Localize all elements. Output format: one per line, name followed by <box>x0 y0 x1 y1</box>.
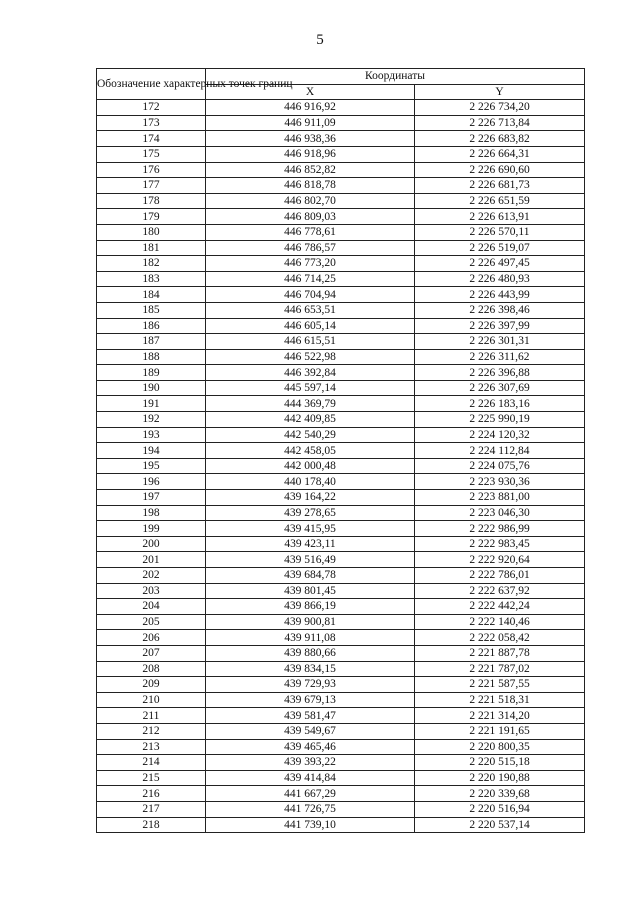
header-y: Y <box>415 84 585 100</box>
cell-y: 2 221 518,31 <box>415 692 585 708</box>
cell-point: 195 <box>97 458 206 474</box>
cell-y: 2 226 301,31 <box>415 334 585 350</box>
cell-point: 186 <box>97 318 206 334</box>
cell-y: 2 221 787,02 <box>415 661 585 677</box>
cell-y: 2 222 920,64 <box>415 552 585 568</box>
cell-point: 212 <box>97 723 206 739</box>
cell-point: 184 <box>97 287 206 303</box>
table-row <box>97 146 585 162</box>
cell-x: 446 938,36 <box>206 131 415 147</box>
table-row <box>97 271 585 287</box>
cell-point: 200 <box>97 536 206 552</box>
cell-point: 179 <box>97 209 206 225</box>
table-row <box>97 645 585 661</box>
cell-y: 2 221 887,78 <box>415 645 585 661</box>
cell-point: 203 <box>97 583 206 599</box>
cell-x: 446 653,51 <box>206 302 415 318</box>
cell-point: 206 <box>97 630 206 646</box>
cell-y: 2 220 537,14 <box>415 817 585 833</box>
cell-y: 2 222 986,99 <box>415 521 585 537</box>
cell-point: 183 <box>97 271 206 287</box>
cell-point: 216 <box>97 786 206 802</box>
cell-y: 2 220 516,94 <box>415 801 585 817</box>
cell-x: 446 818,78 <box>206 178 415 194</box>
cell-point: 191 <box>97 396 206 412</box>
cell-x: 444 369,79 <box>206 396 415 412</box>
cell-point: 178 <box>97 193 206 209</box>
table-row <box>97 287 585 303</box>
cell-point: 196 <box>97 474 206 490</box>
cell-x: 446 916,92 <box>206 100 415 116</box>
table-row <box>97 474 585 490</box>
cell-point: 201 <box>97 552 206 568</box>
cell-x: 439 801,45 <box>206 583 415 599</box>
cell-point: 213 <box>97 739 206 755</box>
cell-y: 2 226 311,62 <box>415 349 585 365</box>
cell-x: 439 900,81 <box>206 614 415 630</box>
cell-y: 2 226 651,59 <box>415 193 585 209</box>
cell-point: 197 <box>97 490 206 506</box>
cell-x: 442 458,05 <box>206 443 415 459</box>
table-row <box>97 443 585 459</box>
cell-x: 439 465,46 <box>206 739 415 755</box>
cell-point: 215 <box>97 770 206 786</box>
cell-y: 2 220 800,35 <box>415 739 585 755</box>
cell-y: 2 221 314,20 <box>415 708 585 724</box>
table-row <box>97 739 585 755</box>
cell-y: 2 226 443,99 <box>415 287 585 303</box>
table-row <box>97 115 585 131</box>
cell-x: 446 786,57 <box>206 240 415 256</box>
cell-y: 2 226 183,16 <box>415 396 585 412</box>
cell-point: 188 <box>97 349 206 365</box>
cell-x: 446 778,61 <box>206 224 415 240</box>
table-row <box>97 412 585 428</box>
cell-y: 2 223 930,36 <box>415 474 585 490</box>
cell-point: 177 <box>97 178 206 194</box>
cell-point: 172 <box>97 100 206 116</box>
cell-y: 2 224 075,76 <box>415 458 585 474</box>
cell-x: 446 802,70 <box>206 193 415 209</box>
cell-y: 2 222 637,92 <box>415 583 585 599</box>
cell-x: 446 911,09 <box>206 115 415 131</box>
cell-x: 439 278,65 <box>206 505 415 521</box>
cell-x: 439 393,22 <box>206 755 415 771</box>
table-row <box>97 801 585 817</box>
header-point-label: Обозначение характерных точек границ <box>97 69 206 100</box>
cell-y: 2 226 480,93 <box>415 271 585 287</box>
cell-y: 2 220 515,18 <box>415 755 585 771</box>
table-body <box>97 100 585 833</box>
cell-point: 174 <box>97 131 206 147</box>
cell-x: 446 522,98 <box>206 349 415 365</box>
cell-y: 2 222 983,45 <box>415 536 585 552</box>
cell-y: 2 221 587,55 <box>415 677 585 693</box>
cell-y: 2 222 442,24 <box>415 599 585 615</box>
cell-point: 202 <box>97 568 206 584</box>
table-row <box>97 131 585 147</box>
cell-x: 441 726,75 <box>206 801 415 817</box>
cell-y: 2 224 112,84 <box>415 443 585 459</box>
cell-x: 442 540,29 <box>206 427 415 443</box>
table-row <box>97 302 585 318</box>
cell-x: 445 597,14 <box>206 380 415 396</box>
cell-point: 175 <box>97 146 206 162</box>
cell-point: 205 <box>97 614 206 630</box>
cell-point: 182 <box>97 256 206 272</box>
cell-point: 181 <box>97 240 206 256</box>
cell-point: 192 <box>97 412 206 428</box>
cell-y: 2 221 191,65 <box>415 723 585 739</box>
table-row <box>97 817 585 833</box>
cell-y: 2 223 046,30 <box>415 505 585 521</box>
cell-y: 2 226 613,91 <box>415 209 585 225</box>
cell-x: 439 164,22 <box>206 490 415 506</box>
table-row <box>97 318 585 334</box>
cell-x: 446 809,03 <box>206 209 415 225</box>
table-row <box>97 396 585 412</box>
table-row <box>97 458 585 474</box>
table-row <box>97 568 585 584</box>
cell-x: 446 852,82 <box>206 162 415 178</box>
cell-y: 2 226 734,20 <box>415 100 585 116</box>
table-row <box>97 786 585 802</box>
header-x: X <box>206 84 415 100</box>
cell-x: 446 392,84 <box>206 365 415 381</box>
table-row <box>97 677 585 693</box>
cell-y: 2 226 664,31 <box>415 146 585 162</box>
cell-point: 207 <box>97 645 206 661</box>
cell-x: 439 581,47 <box>206 708 415 724</box>
cell-y: 2 222 786,01 <box>415 568 585 584</box>
table-row <box>97 614 585 630</box>
table-row <box>97 723 585 739</box>
cell-y: 2 220 190,88 <box>415 770 585 786</box>
table-row <box>97 599 585 615</box>
table-row <box>97 256 585 272</box>
header-coordinates: Координаты <box>206 69 585 85</box>
page-number: 5 <box>316 32 324 48</box>
cell-x: 446 773,20 <box>206 256 415 272</box>
cell-x: 439 684,78 <box>206 568 415 584</box>
cell-y: 2 226 497,45 <box>415 256 585 272</box>
table-row <box>97 380 585 396</box>
table-row <box>97 240 585 256</box>
cell-point: 198 <box>97 505 206 521</box>
cell-point: 187 <box>97 334 206 350</box>
cell-point: 190 <box>97 380 206 396</box>
cell-point: 211 <box>97 708 206 724</box>
table-header <box>97 69 585 100</box>
cell-x: 441 739,10 <box>206 817 415 833</box>
cell-point: 217 <box>97 801 206 817</box>
table-row <box>97 770 585 786</box>
cell-point: 214 <box>97 755 206 771</box>
cell-point: 185 <box>97 302 206 318</box>
cell-point: 193 <box>97 427 206 443</box>
cell-x: 439 679,13 <box>206 692 415 708</box>
cell-x: 446 918,96 <box>206 146 415 162</box>
cell-y: 2 226 713,84 <box>415 115 585 131</box>
table-row <box>97 552 585 568</box>
cell-y: 2 226 397,99 <box>415 318 585 334</box>
table-row <box>97 490 585 506</box>
cell-y: 2 225 990,19 <box>415 412 585 428</box>
cell-x: 439 729,93 <box>206 677 415 693</box>
table-row <box>97 427 585 443</box>
cell-x: 439 549,67 <box>206 723 415 739</box>
table-row <box>97 162 585 178</box>
cell-x: 441 667,29 <box>206 786 415 802</box>
table-row <box>97 193 585 209</box>
cell-point: 209 <box>97 677 206 693</box>
table-row <box>97 521 585 537</box>
cell-y: 2 224 120,32 <box>415 427 585 443</box>
cell-x: 446 714,25 <box>206 271 415 287</box>
table-row <box>97 209 585 225</box>
cell-x: 439 516,49 <box>206 552 415 568</box>
cell-y: 2 226 398,46 <box>415 302 585 318</box>
cell-point: 199 <box>97 521 206 537</box>
table-row <box>97 661 585 677</box>
cell-point: 180 <box>97 224 206 240</box>
cell-point: 176 <box>97 162 206 178</box>
cell-x: 439 866,19 <box>206 599 415 615</box>
cell-x: 446 605,14 <box>206 318 415 334</box>
cell-point: 189 <box>97 365 206 381</box>
table-row <box>97 349 585 365</box>
cell-y: 2 226 681,73 <box>415 178 585 194</box>
cell-y: 2 222 140,46 <box>415 614 585 630</box>
table-row <box>97 365 585 381</box>
cell-y: 2 226 570,11 <box>415 224 585 240</box>
table-row <box>97 505 585 521</box>
cell-point: 194 <box>97 443 206 459</box>
cell-x: 439 423,11 <box>206 536 415 552</box>
table-row <box>97 536 585 552</box>
table-row <box>97 630 585 646</box>
cell-point: 218 <box>97 817 206 833</box>
cell-x: 439 911,08 <box>206 630 415 646</box>
cell-x: 446 704,94 <box>206 287 415 303</box>
cell-y: 2 222 058,42 <box>415 630 585 646</box>
cell-y: 2 226 396,88 <box>415 365 585 381</box>
cell-point: 208 <box>97 661 206 677</box>
coordinates-table <box>96 68 585 833</box>
cell-y: 2 226 519,07 <box>415 240 585 256</box>
table-row <box>97 224 585 240</box>
table-row <box>97 708 585 724</box>
cell-y: 2 223 881,00 <box>415 490 585 506</box>
table-row <box>97 583 585 599</box>
cell-y: 2 220 339,68 <box>415 786 585 802</box>
cell-point: 173 <box>97 115 206 131</box>
cell-y: 2 226 690,60 <box>415 162 585 178</box>
table-row <box>97 334 585 350</box>
cell-x: 439 414,84 <box>206 770 415 786</box>
cell-x: 440 178,40 <box>206 474 415 490</box>
cell-x: 446 615,51 <box>206 334 415 350</box>
cell-x: 439 834,15 <box>206 661 415 677</box>
table-row <box>97 178 585 194</box>
cell-x: 442 000,48 <box>206 458 415 474</box>
cell-y: 2 226 307,69 <box>415 380 585 396</box>
cell-x: 439 415,95 <box>206 521 415 537</box>
table-row <box>97 100 585 116</box>
cell-point: 204 <box>97 599 206 615</box>
cell-y: 2 226 683,82 <box>415 131 585 147</box>
cell-x: 442 409,85 <box>206 412 415 428</box>
table-row <box>97 692 585 708</box>
table-row <box>97 755 585 771</box>
cell-point: 210 <box>97 692 206 708</box>
cell-x: 439 880,66 <box>206 645 415 661</box>
